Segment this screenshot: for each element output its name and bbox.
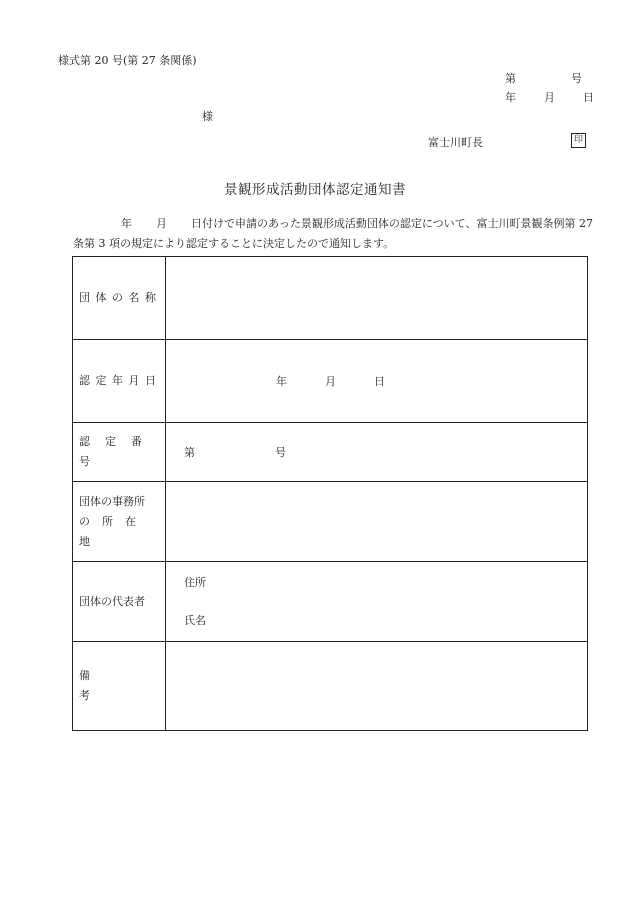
representative-name-label: 氏名 <box>184 613 206 627</box>
body-year: 年 <box>121 217 132 230</box>
representative-address-label: 住所 <box>184 575 206 589</box>
issue-date <box>505 89 594 105</box>
seal-mark: 印 <box>571 133 586 148</box>
document-title: 景観形成活動団体認定通知書 <box>224 182 406 198</box>
issuer-name: 富士川町長 <box>428 136 483 149</box>
representative-label: 団体の代表者 <box>73 562 166 642</box>
certification-number-label: 認定番号 <box>73 423 166 482</box>
body-text: 日付けで申請のあった景観形成活動団体の認定について、富士川町景観条例第 27 条第 3 項の規定により認定することに決定したので通知します。 <box>73 217 593 250</box>
remarks-value <box>166 642 588 731</box>
office-location-label: 団体の事務所 の所在地 <box>73 482 166 562</box>
issue-date-month: 月 <box>544 91 555 104</box>
issue-date-year: 年 <box>505 91 516 104</box>
table-row <box>73 562 588 642</box>
table-row <box>73 257 588 340</box>
body-month: 月 <box>156 217 167 230</box>
representative-value <box>166 562 588 642</box>
notice-body <box>73 214 593 254</box>
issue-date-day: 日 <box>583 91 594 104</box>
recipient-honorific: 様 <box>202 110 213 123</box>
table-row <box>73 482 588 562</box>
certification-date-value: 年 月 日 <box>166 340 588 423</box>
office-location-value <box>166 482 588 562</box>
group-name-label: 団体の名称 <box>73 257 166 340</box>
form-number: 様式第 20 号(第 27 条関係) <box>58 54 197 67</box>
group-name-value <box>166 257 588 340</box>
ref-suffix: 号 <box>571 72 582 85</box>
certification-number-value: 第 号 <box>166 423 588 482</box>
reference-number <box>505 70 582 86</box>
table-row <box>73 642 588 731</box>
certification-date-label: 認定年月日 <box>73 340 166 423</box>
table-row <box>73 423 588 482</box>
table-row <box>73 340 588 423</box>
ref-prefix: 第 <box>505 72 516 85</box>
remarks-label: 備考 <box>73 642 166 731</box>
notice-table <box>72 256 588 731</box>
